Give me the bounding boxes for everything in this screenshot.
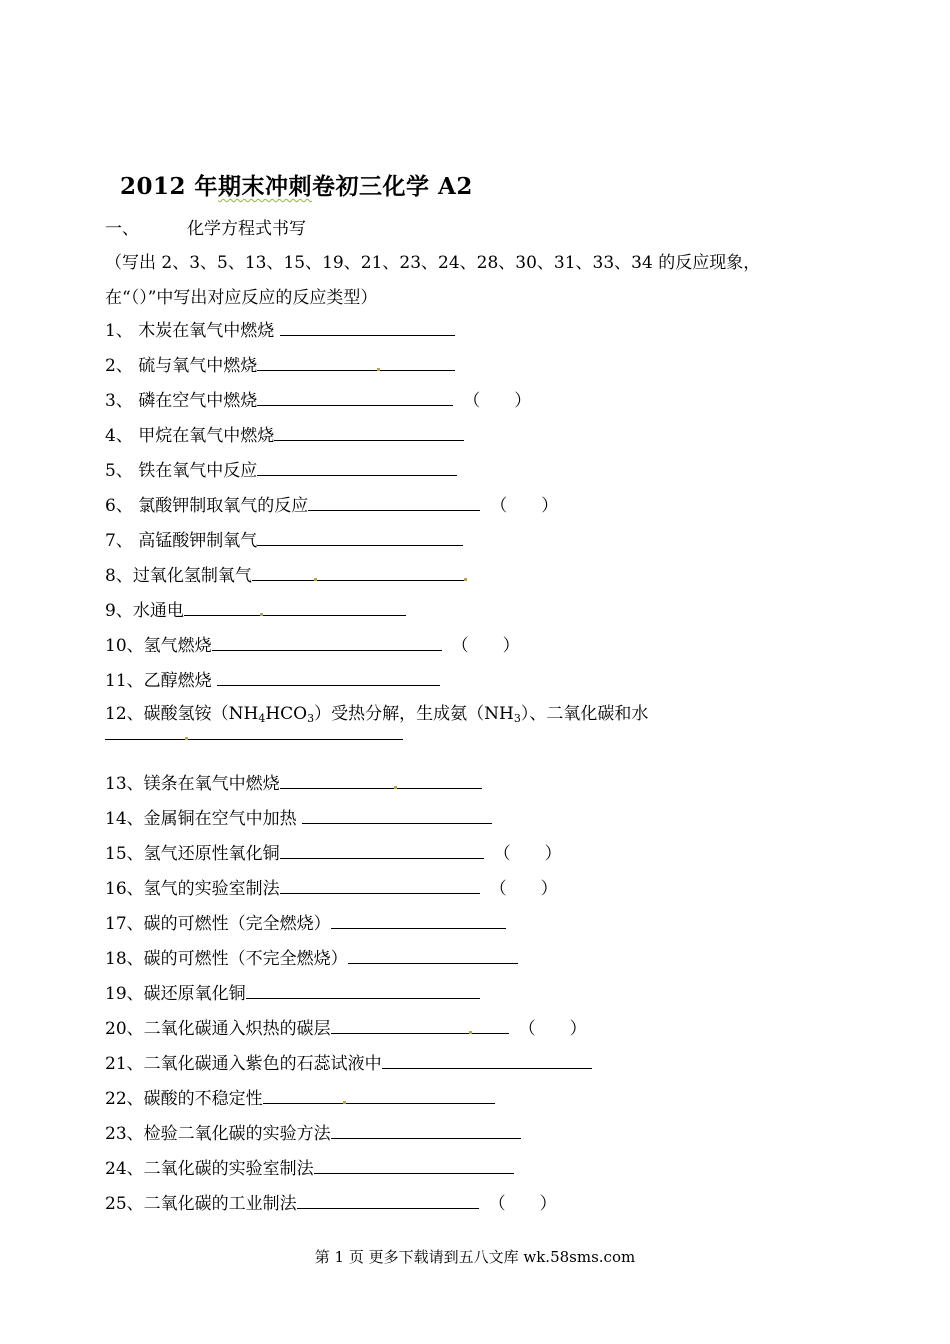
question-item: 18、碳的可燃性（不完全燃烧） bbox=[105, 946, 518, 970]
answer-blank[interactable] bbox=[274, 423, 464, 441]
question-item: 15、氢气还原性氧化铜 （ ） bbox=[105, 841, 562, 865]
answer-blank[interactable] bbox=[257, 528, 463, 546]
answer-blank[interactable] bbox=[257, 458, 457, 476]
answer-blank[interactable] bbox=[331, 1121, 521, 1139]
answer-blank[interactable] bbox=[217, 668, 440, 686]
answer-blank[interactable] bbox=[331, 911, 506, 929]
instruction-line: 在“（）”中写出对应反应的反应类型） bbox=[105, 288, 378, 308]
question-item: 11、乙醇燃烧 bbox=[105, 668, 440, 692]
question-item: 3、 磷在空气中燃烧 （ ） bbox=[105, 388, 531, 412]
answer-blank[interactable] bbox=[280, 876, 480, 894]
answer-blank[interactable] bbox=[212, 633, 442, 651]
answer-blank[interactable] bbox=[280, 318, 455, 336]
question-item: 4、 甲烷在氧气中燃烧 bbox=[105, 423, 464, 447]
question-item: 25、二氧化碳的工业制法 （ ） bbox=[105, 1191, 557, 1215]
answer-blank[interactable] bbox=[331, 1016, 509, 1034]
answer-blank[interactable] bbox=[252, 563, 467, 581]
answer-blank[interactable] bbox=[297, 1191, 479, 1209]
answer-blank[interactable] bbox=[302, 806, 492, 824]
title-spellcheck-underline: 期末冲刺 bbox=[218, 173, 313, 200]
question-item: 16、氢气的实验室制法 （ ） bbox=[105, 876, 558, 900]
answer-blank[interactable] bbox=[257, 388, 453, 406]
question-item: 20、二氧化碳通入炽热的碳层 （ ） bbox=[105, 1016, 587, 1040]
page-footer: 第 1 页 更多下载请到五八文库 wk.58sms.com bbox=[314, 1248, 636, 1266]
question-item: 14、金属铜在空气中加热 bbox=[105, 806, 492, 830]
question-item: 23、检验二氧化碳的实验方法 bbox=[105, 1121, 521, 1145]
answer-blank[interactable] bbox=[280, 841, 484, 859]
question-item: 24、二氧化碳的实验室制法 bbox=[105, 1156, 514, 1180]
answer-blank[interactable] bbox=[257, 353, 455, 371]
question-item: 19、碳还原氧化铜 bbox=[105, 981, 480, 1005]
answer-blank[interactable] bbox=[308, 493, 480, 511]
answer-blank[interactable] bbox=[348, 946, 518, 964]
question-item: 5、 铁在氧气中反应 bbox=[105, 458, 457, 482]
question-item: 10、氢气燃烧 （ ） bbox=[105, 633, 520, 657]
question-item: 8、过氧化氢制氧气 bbox=[105, 563, 467, 587]
question-item-continuation bbox=[105, 722, 403, 746]
question-item: 1、 木炭在氧气中燃烧 bbox=[105, 318, 455, 342]
question-item: 17、碳的可燃性（完全燃烧） bbox=[105, 911, 506, 935]
question-item: 13、镁条在氧气中燃烧 bbox=[105, 771, 482, 795]
question-item: 6、 氯酸钾制取氧气的反应 （ ） bbox=[105, 493, 558, 517]
question-item: 22、碳酸的不稳定性 bbox=[105, 1086, 495, 1110]
question-item: 9、水通电 bbox=[105, 598, 406, 622]
answer-blank[interactable] bbox=[246, 981, 480, 999]
page-title: 2012 年期末冲刺卷初三化学 A2 bbox=[120, 173, 473, 200]
answer-blank[interactable] bbox=[105, 722, 403, 740]
question-item: 7、 高锰酸钾制氧气 bbox=[105, 528, 463, 552]
question-item: 2、 硫与氧气中燃烧 bbox=[105, 353, 455, 377]
answer-blank[interactable] bbox=[382, 1051, 592, 1069]
question-item: 12、碳酸氢铵$(NH_4HCO_3)$受热分解，生成氨$(NH_3)$、二氧化碳和水 bbox=[105, 704, 649, 725]
answer-blank[interactable] bbox=[280, 771, 482, 789]
answer-blank[interactable] bbox=[314, 1156, 514, 1174]
question-item: 21、二氧化碳通入紫色的石蕊试液中 bbox=[105, 1051, 592, 1075]
section-heading: 一、 化学方程式书写 bbox=[105, 219, 306, 239]
instruction-line: （写出 2、3、5、13、15、19、21、23、24、28、30、31、33、34 的反应现象， bbox=[105, 253, 761, 273]
answer-blank[interactable] bbox=[184, 598, 406, 616]
answer-blank[interactable] bbox=[263, 1086, 495, 1104]
